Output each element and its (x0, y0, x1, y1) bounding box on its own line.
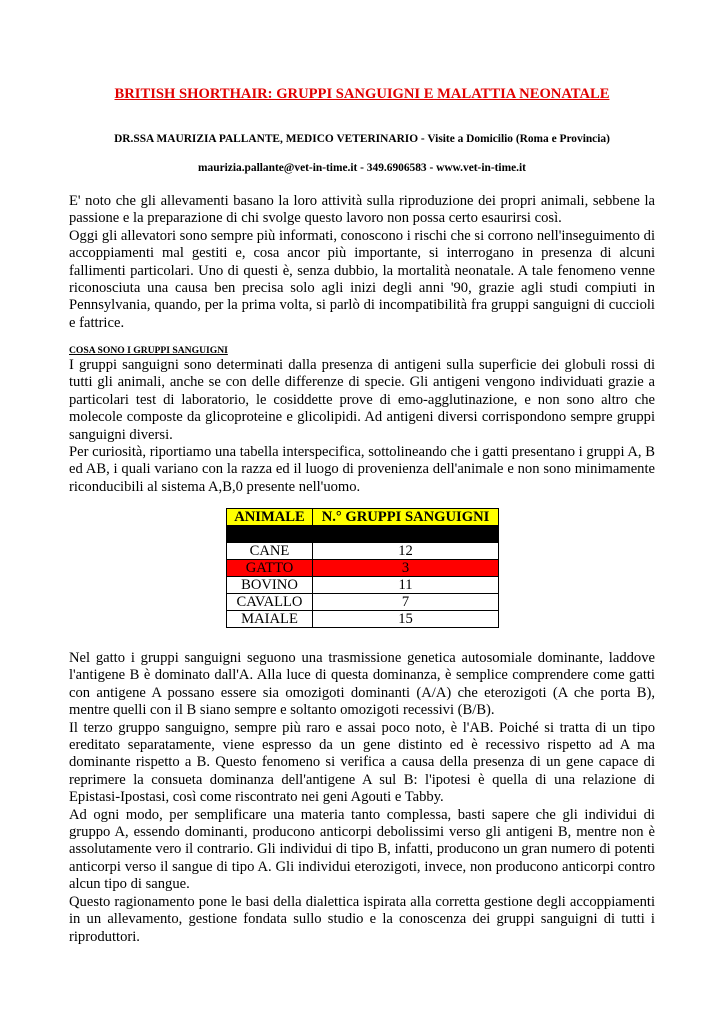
body-paragraph-1: Nel gatto i gruppi sanguigni seguono una trasmissione genetica autosomiale dominante, laddove l'antigene B è dominato dall'A. Alla luce di questa dominanza, è semplice comprendere come gatti con antigene A possano essere sia omozigoti dominanti (A/A) che eterozigoti (A che porta B), mentre quelli con il B siano sempre e soltanto omozigoti recessivi (B/B). (69, 650, 655, 719)
table-header-groups: N.° GRUPPI SANGUIGNI (313, 509, 499, 526)
table-cell-groups: 3 (313, 560, 499, 577)
table-cell-animal: MAIALE (227, 611, 313, 628)
body-paragraph-3: Ad ogni modo, per semplificare una materia tanto complessa, basti sapere che gli individui di gruppo A, essendo dominanti, producono anticorpi debolissimi verso gli antigeni B, mentre non è assolutamente vero il contrario. Gli individui di tipo B, infatti, producono un gran numero di potenti anticorpi verso il sangue di tipo A. Gli individui eterozigoti, invece, non producono anticorpi contro alcun tipo di sangue. (69, 806, 655, 893)
author-line: DR.SSA MAURIZIA PALLANTE, MEDICO VETERINARIO - Visite a Domicilio (Roma e Provincia) (114, 133, 610, 145)
blood-groups-table (226, 508, 499, 628)
section-heading: COSA SONO I GRUPPI SANGUIGNI (69, 345, 228, 356)
table-cell-animal: CAVALLO (227, 594, 313, 611)
table-cell-groups: 11 (313, 577, 499, 594)
table-header-row (227, 509, 499, 526)
body-paragraph-2: Il terzo gruppo sanguigno, sempre più raro e assai poco noto, è l'AB. Poiché si tratta di un tipo ereditato separatamente, viene espresso da un gene distinto ed è recessivo rispetto ad A ma dominante rispetto a B. Questo fenomeno si verifica a causa della presenza di un gene capace di reprimere la consueta dominanza dell'antigene A sul B: l'ipotesi è quella di una relazione di Epistasi-Ipostasi, così come riscontrato nei geni Agouti e Tabby. (69, 719, 655, 806)
section-body (69, 357, 655, 496)
section-paragraph-1: I gruppi sanguigni sono determinati dalla presenza di antigeni sulla superficie dei globuli rossi di tutti gli animali, anche se con delle differenze di specie. Gli antigeni vengono individuati grazie a particolari test di laboratorio, le cosiddette prove di emo-agglutinazione, e non sono altro che molecole composte da glicoproteine e glicolipidi. Ad antigeni diversi corrispondono sempre gruppi sanguigni diversi. (69, 357, 655, 443)
document-title: BRITISH SHORTHAIR: GRUPPI SANGUIGNI E MALATTIA NEONATALE (114, 86, 610, 102)
table-header-animal: ANIMALE (227, 509, 313, 526)
body-paragraph-4: Questo ragionamento pone le basi della dialettica ispirata alla corretta gestione degli accoppiamenti in un allevamento, gestione fondata sullo studio e la conoscenza dei gruppi sanguigni di tutti i riproduttori. (69, 893, 655, 945)
table-cell-groups: 15 (313, 611, 499, 628)
intro-section (69, 193, 655, 332)
table-row (227, 543, 499, 560)
table-row-highlighted (227, 560, 499, 577)
intro-paragraph-2: Oggi gli allevatori sono sempre più informati, conoscono i rischi che si corrono nell'inseguimento di accoppiamenti mal gestiti e, cosa ancor più importante, si interrogano in presenza di alcuni fallimenti particolari. Uno di questi è, senza dubbio, la mortalità neonatale. A tale fenomeno venne riconosciuta una causa ben precisa solo agli inizi degli anni '90, grazie agli studi compiuti in Pennsylvania, quando, per la prima volta, si parlò di incompatibilità fra gruppi sanguigni di cuccioli e fattrice. (69, 227, 655, 331)
table-cell-animal: GATTO (227, 560, 313, 577)
main-body (69, 650, 655, 946)
table-spacer-row (227, 526, 499, 543)
table-row (227, 577, 499, 594)
table-row (227, 594, 499, 611)
table-row (227, 611, 499, 628)
table-cell-animal: BOVINO (227, 577, 313, 594)
table-cell-groups: 12 (313, 543, 499, 560)
section-paragraph-2: Per curiosità, riportiamo una tabella interspecifica, sottolineando che i gatti presentano i gruppi A, B ed AB, i quali variano con la razza ed il luogo di provenienza dell'animale e non sono minimamente riconducibili al sistema A,B,0 presente nell'uomo. (69, 444, 655, 495)
contact-line: maurizia.pallante@vet-in-time.it - 349.6906583 - www.vet-in-time.it (198, 162, 526, 174)
table-cell-animal: CANE (227, 543, 313, 560)
intro-paragraph-1: E' noto che gli allevamenti basano la loro attività sulla riproduzione dei propri animali, sebbene la passione e la preparazione di chi svolge questo lavoro non possa certo esaurirsi così. (69, 193, 655, 227)
table-cell-groups: 7 (313, 594, 499, 611)
